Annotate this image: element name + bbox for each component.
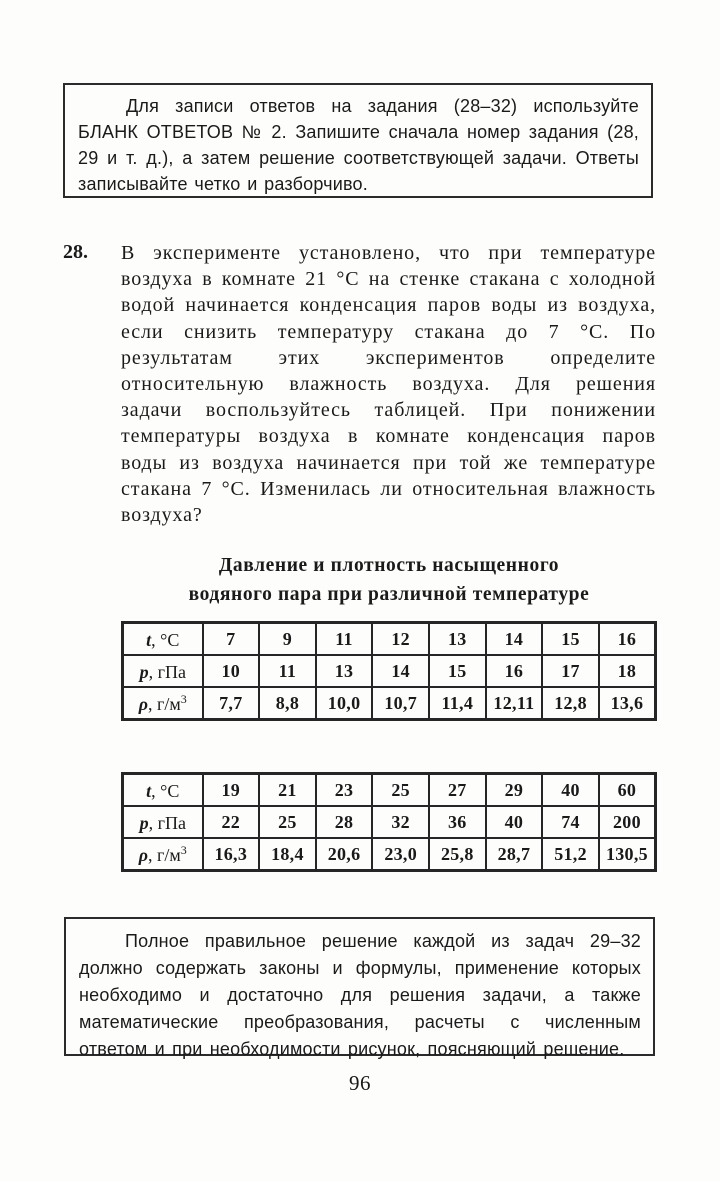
table-cell: 32 [372, 806, 429, 838]
table-cell: 11 [259, 655, 316, 687]
table-cell: 18,4 [259, 838, 316, 871]
table-cell: 10,7 [372, 687, 429, 720]
table-cell: 25 [259, 806, 316, 838]
row-header-pressure [123, 655, 203, 687]
solution-requirements-box [64, 917, 655, 1059]
table-title-line-1: Давление и плотность насыщенного [218, 555, 560, 576]
row-header-density [123, 838, 203, 871]
vapor-table-1 [121, 621, 657, 721]
quantity-unit: , °С [151, 629, 180, 650]
unit-exponent: 3 [180, 691, 187, 706]
table-row-temperature [123, 774, 656, 807]
quantity-unit: , г/м [148, 693, 181, 714]
table-cell: 16,3 [203, 838, 260, 871]
problem-text: В эксперименте установлено, что при температуре воздуха в комнате 21 °С на стенке стакана с холодной водой начинается конденсация паров воды из воздуха, если снизить температуру стакана до 7 °С. По результатам этих экспериментов определите относительную влажность воздуха. Для решения задачи воспользуйтесь таблицей. При понижении температуры воздуха в комнате конденсация паров воды из воздуха начинается при той же температуре стакана 7 °С. Изменилась ли относительная влажность воздуха? [121, 242, 656, 527]
table-cell: 8,8 [259, 687, 316, 720]
row-header-pressure [123, 806, 203, 838]
quantity-unit: , °С [151, 780, 180, 801]
quantity-unit: , гПа [148, 812, 186, 833]
table-cell: 130,5 [599, 838, 656, 871]
table-cell: 13,6 [599, 687, 656, 720]
table-row-density [123, 838, 656, 871]
table-cell: 11,4 [429, 687, 486, 720]
table-cell: 13 [429, 623, 486, 656]
table-cell: 21 [259, 774, 316, 807]
quantity-symbol: t [146, 780, 152, 801]
table-cell: 7,7 [203, 687, 260, 720]
table-cell: 40 [486, 806, 543, 838]
table-cell: 25 [372, 774, 429, 807]
table-cell: 23,0 [372, 838, 429, 871]
row-header-temperature [123, 623, 203, 656]
table-cell: 28 [316, 806, 373, 838]
table-cell: 74 [542, 806, 599, 838]
quantity-symbol: ρ [138, 844, 148, 865]
table-cell: 28,7 [486, 838, 543, 871]
table-cell: 15 [542, 623, 599, 656]
problem-number: 28. [63, 241, 88, 263]
table-title-line-2: водяного пара при различной температуре [188, 583, 590, 605]
quantity-symbol: ρ [138, 693, 148, 714]
table-cell: 10 [203, 655, 260, 687]
table-title [111, 552, 667, 609]
table-cell: 36 [429, 806, 486, 838]
answer-sheet-instruction-text: Для записи ответов на задания (28–32) используйте БЛАНК ОТВЕТОВ № 2. Запишите сначала номер задания (28, 29 и т. д.), а затем решение соответствующей задачи. Ответы записывайте четко и разборчиво. [78, 96, 639, 194]
table-cell: 22 [203, 806, 260, 838]
quantity-symbol: p [139, 812, 149, 833]
row-header-density [123, 687, 203, 720]
table-cell: 200 [599, 806, 656, 838]
row-header-temperature [123, 774, 203, 807]
page-number: 96 [349, 1071, 371, 1095]
table-row-pressure [123, 806, 656, 838]
table-cell: 25,8 [429, 838, 486, 871]
table-row-pressure [123, 655, 656, 687]
table-cell: 40 [542, 774, 599, 807]
table-cell: 13 [316, 655, 373, 687]
table-cell: 29 [486, 774, 543, 807]
table-cell: 51,2 [542, 838, 599, 871]
quantity-unit: , гПа [148, 661, 186, 682]
quantity-symbol: t [146, 629, 152, 650]
quantity-unit: , г/м [148, 844, 181, 865]
table-cell: 16 [599, 623, 656, 656]
table-cell: 10,0 [316, 687, 373, 720]
table-cell: 60 [599, 774, 656, 807]
table-cell: 11 [316, 623, 373, 656]
answer-sheet-instruction-box [63, 83, 653, 198]
table-cell: 19 [203, 774, 260, 807]
table-cell: 27 [429, 774, 486, 807]
table-cell: 20,6 [316, 838, 373, 871]
unit-exponent: 3 [180, 842, 187, 857]
table-cell: 15 [429, 655, 486, 687]
vapor-table-2 [121, 772, 657, 872]
table-cell: 17 [542, 655, 599, 687]
table-cell: 16 [486, 655, 543, 687]
table-cell: 7 [203, 623, 260, 656]
solution-requirements-text: Полное правильное решение каждой из задач 29–32 должно содержать законы и формулы, применение которых необходимо и достаточно для решения задачи, а также математические преобразования, расчеты с численным ответом и при необходимости рисунок, поясняющий решение. [79, 931, 641, 1059]
table-row-temperature [123, 623, 656, 656]
table-cell: 23 [316, 774, 373, 807]
table-cell: 18 [599, 655, 656, 687]
table-cell: 12,11 [486, 687, 543, 720]
table-cell: 14 [486, 623, 543, 656]
quantity-symbol: p [139, 661, 149, 682]
table-cell: 14 [372, 655, 429, 687]
table-cell: 12,8 [542, 687, 599, 720]
table-cell: 12 [372, 623, 429, 656]
table-row-density [123, 687, 656, 720]
table-cell: 9 [259, 623, 316, 656]
